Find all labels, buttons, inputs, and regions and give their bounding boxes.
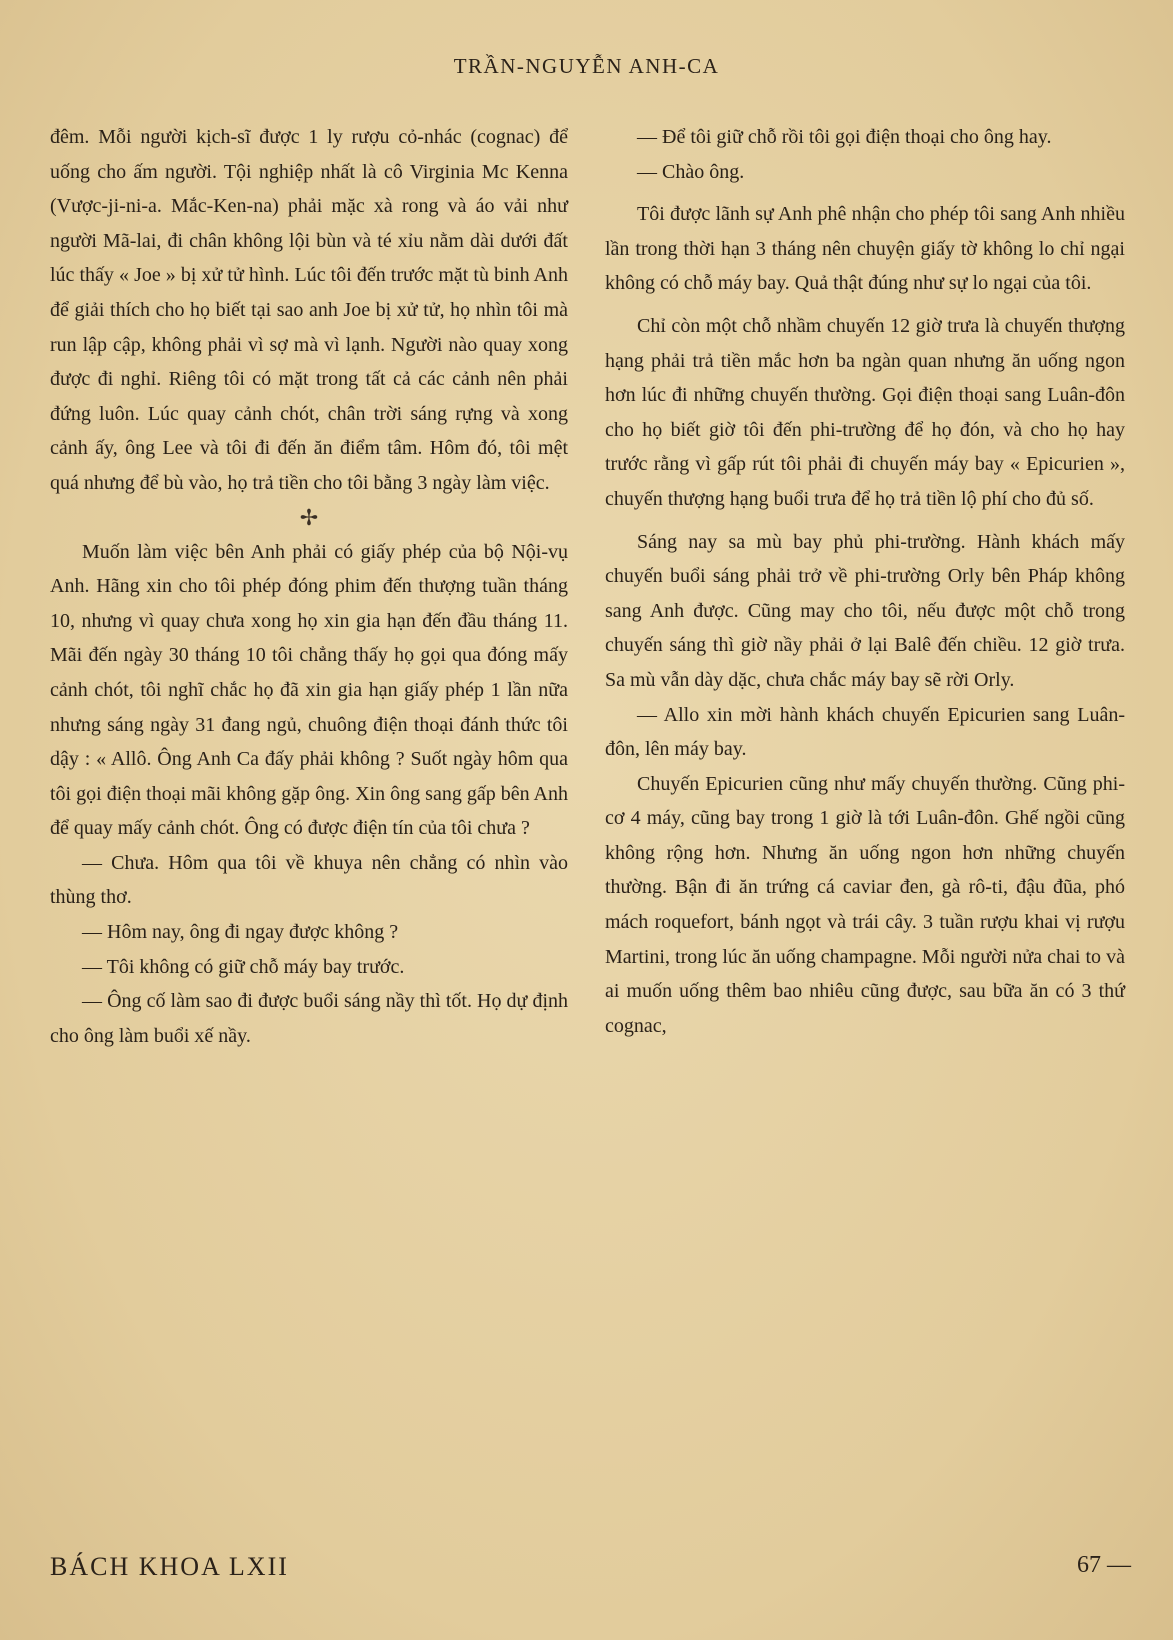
paragraph: Sáng nay sa mù bay phủ phi-trường. Hành khách mấy chuyến buổi sáng phải trở về phi-trường Orly bên Pháp không sang Anh được. Cũng may cho tôi, nếu được một chỗ trong chuyến sáng thì giờ nầy phải ở lại Balê đến chiều. 12 giờ trưa. Sa mù vẫn dày dặc, chưa chắc máy bay sẽ rời Orly. (605, 530, 1125, 691)
right-column (605, 120, 1125, 1043)
running-header: TRẦN-NGUYỄN ANH-CA (453, 54, 720, 78)
footer-magazine-title: BÁCH KHOA LXII (50, 1552, 289, 1581)
dialogue-paragraph: — Allo xin mời hành khách chuyến Epicurien sang Luân-đôn, lên máy bay. (605, 703, 1125, 761)
paragraph: đêm. Mỗi người kịch-sĩ được 1 ly rượu cỏ-nhác (cognac) để uống cho ấm người. Tội nghiệp nhất là cô Virginia Mc Kenna (Vược-ji-ni-a. Mắc-Ken-na) phải mặc xà rong và áo vải như người Mã-lai, đi chân không lội bùn và té xỉu nằm dài dưới đất lúc thấy « Joe » bị xử tử hình. Lúc tôi đến trước mặt tù binh Anh để giải thích cho họ biết tại sao anh Joe bị xử tử, họ nhìn tôi mà run lập cập, không phải vì sợ mà vì lạnh. Người nào quay xong được đi nghỉ. Riêng tôi có mặt trong tất cả các cảnh nên phải đứng luôn. Lúc quay cảnh chót, chân trời sáng rựng và xong cảnh ấy, ông Lee và tôi đi đến ăn điểm tâm. Hôm đó, tôi mệt quá nhưng để bù vào, họ trả tiền cho tôi bằng 3 ngày làm việc. (50, 126, 568, 494)
dialogue-paragraph: — Ông cố làm sao đi được buổi sáng nầy thì tốt. Họ dự định cho ông làm buổi xế nầy. (50, 990, 568, 1047)
section-divider-icon: ✢ (299, 504, 319, 530)
dialogue-paragraph: — Chào ông. (637, 160, 745, 183)
left-column (50, 120, 568, 1053)
dialogue-paragraph: — Để tôi giữ chỗ rồi tôi gọi điện thoại cho ông hay. (637, 126, 1052, 148)
dialogue-paragraph: — Tôi không có giữ chỗ máy bay trước. (82, 955, 405, 978)
paragraph: Chuyến Epicurien cũng như mấy chuyến thường. Cũng phi-cơ 4 máy, cũng bay trong 1 giờ là tới Luân-đôn. Ghế ngồi cũng không rộng hơn. Nhưng ăn uống ngon hơn những chuyến thường. Bận đi ăn trứng cá caviar đen, gà rô-ti, đậu đũa, phó mách roquefort, bánh ngọt và trái cây. 3 tuần rượu khai vị rượu Martini, trong lúc ăn uống champagne. Mỗi người nửa chai to và ai muốn uống thêm bao nhiêu cũng được, sau bữa ăn có 3 thứ cognac, (605, 772, 1125, 1037)
paragraph: Chỉ còn một chỗ nhầm chuyến 12 giờ trưa là chuyến thượng hạng phải trả tiền mắc hơn ba ngàn quan nhưng ăn uống ngon hơn lúc đi những chuyến thường. Gọi điện thoại sang Luân-đôn cho họ biết giờ tôi đến phi-trường để họ đón, và cho họ hay trước rằng vì gấp rút tôi phải đi chuyến máy bay « Epicurien », chuyến thượng hạng buổi trưa để họ trả tiền lộ phí cho đủ số. (605, 314, 1125, 510)
dialogue-paragraph: — Chưa. Hôm qua tôi về khuya nên chẳng có nhìn vào thùng thơ. (50, 851, 568, 909)
page-number: 67 — (1077, 1552, 1131, 1578)
paragraph: Tôi được lãnh sự Anh phê nhận cho phép tôi sang Anh nhiều lần trong thời hạn 3 tháng nên chuyện giấy tờ không lo chỉ ngại không có chỗ máy bay. Quả thật đúng như sự lo ngại của tôi. (605, 203, 1125, 295)
paragraph: Muốn làm việc bên Anh phải có giấy phép của bộ Nội-vụ Anh. Hãng xin cho tôi phép đóng phim đến thượng tuần tháng 10, nhưng vì quay chưa xong họ xin gia hạn đến đầu tháng 11. Mãi đến ngày 30 tháng 10 tôi chẳng thấy họ gọi qua đóng mấy cảnh chót, tôi nghĩ chắc họ đã xin gia hạn giấy phép 1 lần nữa nhưng sáng ngày 31 đang ngủ, chuông điện thoại đánh thức tôi dậy : « Allô. Ông Anh Ca đấy phải không ? Suốt ngày hôm qua tôi gọi điện thoại mãi không gặp ông. Xin ông sang gấp bên Anh để quay mấy cảnh chót. Ông có được điện tín của tôi chưa ? (50, 540, 568, 840)
dialogue-paragraph: — Hôm nay, ông đi ngay được không ? (82, 921, 399, 944)
